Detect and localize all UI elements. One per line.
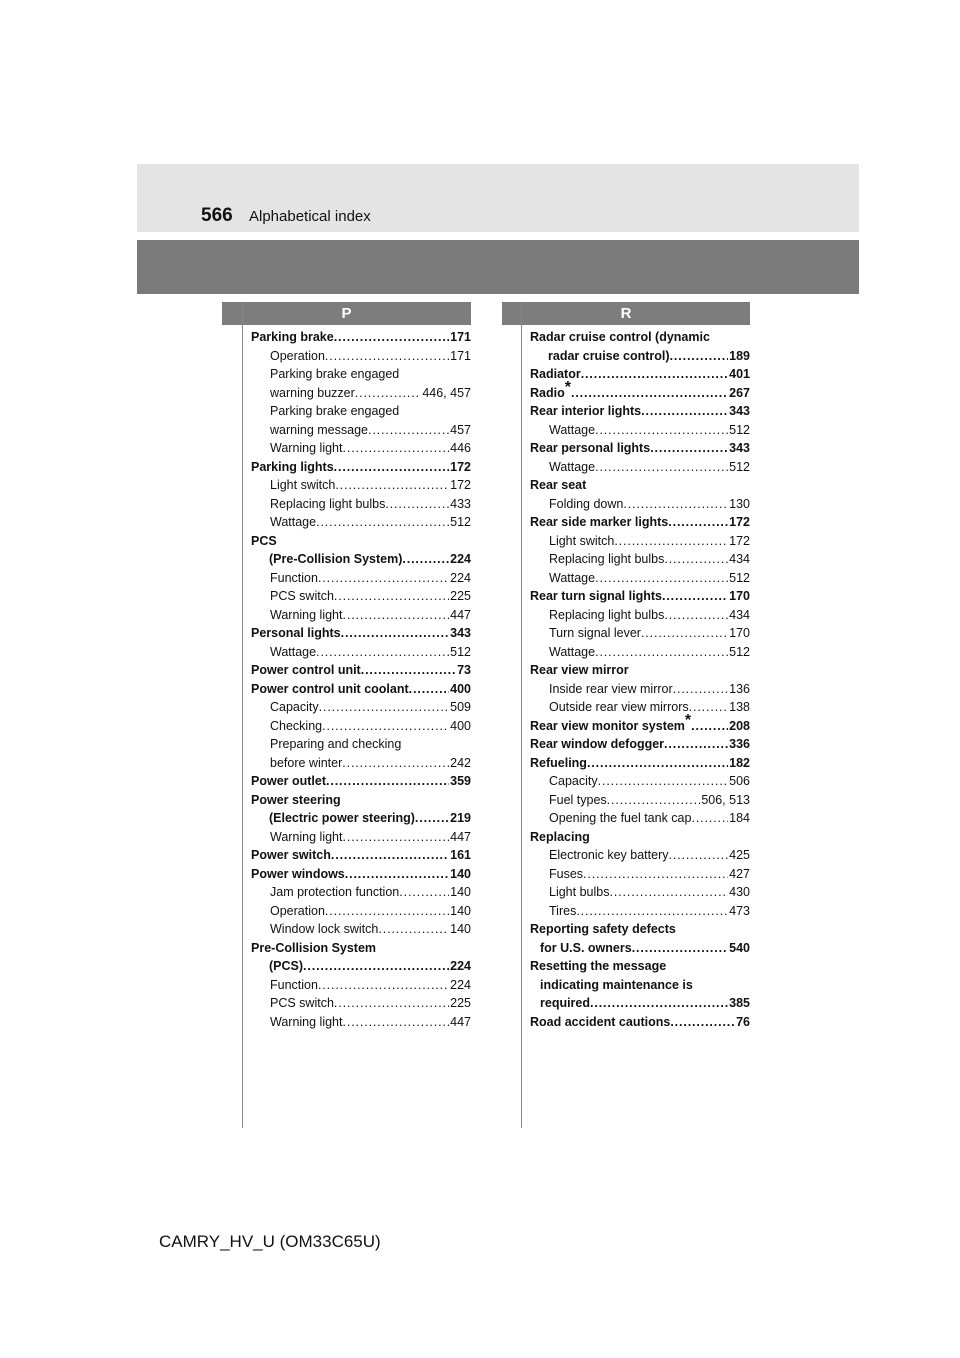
index-subentry	[530, 569, 750, 588]
index-subentry	[251, 606, 471, 625]
dot-leader	[664, 606, 728, 625]
entry-term: (PCS)	[269, 959, 304, 973]
index-subentry	[251, 976, 471, 995]
index-entry	[530, 402, 750, 421]
index-subentry	[251, 717, 471, 736]
index-subentry	[530, 458, 750, 477]
entry-page: 242	[450, 755, 471, 770]
dot-leader	[581, 365, 728, 384]
index-heading-line: Power steering	[251, 792, 341, 807]
entry-term: radar cruise control)	[548, 348, 670, 363]
index-entry	[251, 865, 471, 884]
entry-term: Window lock switch	[270, 922, 379, 936]
entry-page: 172	[729, 533, 750, 548]
entry-term: PCS switch	[270, 996, 334, 1010]
right-column-rule	[521, 302, 522, 1128]
dot-leader	[576, 902, 728, 921]
entry-page: 512	[729, 459, 750, 474]
entry-term: Replacing light bulbs	[270, 496, 386, 511]
entry-page: 182	[729, 755, 750, 770]
entry-term: Wattage	[549, 570, 596, 585]
entry-page: 512	[450, 644, 471, 659]
index-entry	[251, 661, 471, 680]
entry-page: 457	[450, 422, 471, 437]
index-heading-line: Preparing and checking	[270, 737, 402, 751]
dot-leader	[632, 939, 728, 958]
entry-term: Wattage	[549, 459, 596, 474]
index-subentry	[530, 624, 750, 643]
entry-page: 506, 513	[701, 792, 750, 807]
entry-term: required	[540, 996, 591, 1010]
index-entry	[530, 994, 750, 1013]
entry-page: 140	[450, 885, 471, 899]
index-subentry	[251, 347, 471, 366]
entry-page: 506	[729, 774, 750, 788]
entry-term: Parking brake	[251, 330, 334, 344]
entry-term: warning message	[270, 422, 368, 437]
index-entry	[251, 809, 471, 828]
index-entry	[530, 587, 750, 606]
index-subentry	[251, 439, 471, 458]
dot-leader	[322, 717, 449, 736]
entry-term: Rear window defogger	[530, 737, 665, 751]
entry-term: Light switch	[549, 533, 615, 548]
index-subentry	[530, 643, 750, 662]
dot-leader	[691, 809, 728, 828]
entry-page: 171	[450, 348, 471, 363]
index-column-p	[251, 328, 471, 1031]
index-entry	[251, 328, 471, 347]
entry-term: Warning light	[270, 441, 343, 455]
index-entry	[530, 1013, 750, 1032]
index-subentry	[251, 883, 471, 902]
index-subentry	[251, 421, 471, 440]
dot-leader	[669, 846, 729, 865]
dot-leader	[331, 846, 449, 865]
entry-term: Power control unit	[251, 663, 361, 677]
dot-leader	[378, 920, 449, 939]
index-subentry	[530, 550, 750, 569]
entry-term: Operation	[270, 348, 325, 363]
index-subentry	[251, 1013, 471, 1032]
footnote-asterisk: *	[684, 711, 692, 729]
document-code: CAMRY_HV_U (OM33C65U)	[159, 1232, 381, 1251]
index-heading-line: indicating maintenance is	[540, 977, 693, 992]
entry-page: 336	[729, 737, 750, 751]
entry-page: 434	[729, 607, 750, 622]
entry-term: Light bulbs	[549, 885, 610, 899]
entry-term: (Pre-Collision System)	[269, 552, 403, 566]
entry-page: 512	[729, 644, 750, 659]
index-heading-line: Rear seat	[530, 478, 587, 492]
dot-leader	[361, 661, 456, 680]
left-column-rule	[242, 302, 243, 1128]
entry-term: Electronic key battery	[549, 848, 669, 862]
entry-page: 447	[450, 607, 471, 622]
index-subentry	[530, 606, 750, 625]
letter-header-p: P	[222, 302, 471, 325]
index-heading-line: Reporting safety defects	[530, 922, 676, 936]
entry-page: 219	[450, 811, 471, 825]
entry-page: 225	[450, 996, 471, 1010]
dot-leader	[607, 791, 701, 810]
index-subentry	[530, 532, 750, 551]
entry-page: 140	[450, 903, 471, 918]
dot-leader	[303, 957, 449, 976]
entry-term: Rear side marker lights	[530, 515, 669, 529]
entry-page: 138	[729, 700, 750, 714]
section-title: Alphabetical index	[249, 208, 371, 225]
dot-leader	[668, 513, 728, 532]
dot-leader	[316, 643, 449, 662]
index-subentry	[251, 920, 471, 939]
dot-leader	[662, 587, 728, 606]
entry-term: Wattage	[549, 644, 596, 659]
index-subentry	[251, 587, 471, 606]
entry-page: 189	[729, 348, 750, 363]
dot-leader	[641, 624, 728, 643]
entry-page: 267	[729, 385, 750, 400]
entry-term: (Electric power steering)	[269, 811, 415, 825]
dot-leader	[583, 865, 728, 884]
entry-term: Rear turn signal lights	[530, 589, 662, 603]
entry-page: 172	[450, 478, 471, 492]
index-subentry	[530, 772, 750, 791]
index-entry	[251, 550, 471, 569]
dot-leader	[595, 643, 728, 662]
index-entry	[530, 735, 750, 754]
entry-term: Opening the fuel tank cap	[549, 811, 692, 825]
index-subentry	[530, 883, 750, 902]
index-heading-line: Resetting the message	[530, 959, 667, 973]
dot-leader	[345, 865, 449, 884]
entry-term: Function	[270, 570, 318, 585]
entry-term: Parking lights	[251, 459, 334, 474]
index-subentry	[251, 513, 471, 532]
index-entry	[251, 680, 471, 699]
dot-leader	[670, 1013, 735, 1032]
dot-leader	[571, 384, 728, 403]
entry-page: 172	[729, 515, 750, 529]
entry-page: 224	[450, 570, 471, 585]
entry-page: 447	[450, 829, 471, 844]
dot-leader	[641, 402, 728, 421]
dot-leader	[399, 883, 449, 902]
index-entry	[251, 957, 471, 976]
dot-leader	[343, 1013, 450, 1032]
dot-leader	[355, 384, 422, 403]
entry-term: Wattage	[270, 515, 317, 529]
entry-term: Light switch	[270, 478, 336, 492]
index-subentry	[530, 495, 750, 514]
index-entry	[530, 439, 750, 458]
dot-leader	[385, 495, 449, 514]
dot-leader	[415, 809, 449, 828]
index-subentry	[251, 495, 471, 514]
index-subentry	[251, 902, 471, 921]
entry-page: 447	[450, 1014, 471, 1029]
entry-page: 76	[736, 1014, 750, 1029]
dot-leader	[670, 347, 729, 366]
entry-page: 208	[729, 718, 750, 733]
entry-term: Radio*	[530, 378, 571, 400]
entry-page: 170	[729, 589, 750, 603]
entry-page: 512	[729, 422, 750, 437]
dot-leader	[650, 439, 728, 458]
dot-leader	[316, 513, 449, 532]
index-heading-line: Pre-Collision System	[251, 940, 377, 955]
index-subentry	[530, 865, 750, 884]
index-subentry	[530, 791, 750, 810]
entry-term: Wattage	[270, 644, 317, 659]
footnote-asterisk: *	[564, 378, 571, 396]
index-subentry	[251, 569, 471, 588]
entry-page: 400	[450, 718, 471, 733]
entry-page: 73	[457, 663, 471, 677]
entry-page: 130	[729, 496, 750, 511]
index-heading-line: Replacing	[530, 829, 590, 844]
entry-page: 400	[450, 681, 471, 696]
index-entry	[251, 772, 471, 791]
index-entry	[530, 347, 750, 366]
dot-leader	[587, 754, 728, 773]
entry-page: 425	[729, 848, 750, 862]
entry-term: Rear interior lights	[530, 404, 642, 418]
index-entry	[251, 458, 471, 477]
index-subentry	[251, 476, 471, 495]
index-entry	[251, 624, 471, 643]
entry-page: 540	[729, 940, 750, 955]
index-heading-line: Radar cruise control (dynamic	[530, 330, 710, 344]
dot-leader	[614, 532, 728, 551]
entry-term: Radiator	[530, 367, 581, 381]
entry-term: Capacity	[549, 774, 598, 788]
entry-term: Function	[270, 977, 318, 992]
section-tab-band	[137, 240, 859, 294]
entry-term: Capacity	[270, 700, 319, 714]
entry-page: 433	[450, 496, 471, 511]
entry-page: 161	[450, 848, 471, 862]
dot-leader	[342, 754, 449, 773]
entry-term: Outside rear view mirrors	[549, 700, 689, 714]
entry-page: 224	[450, 959, 471, 973]
letter-header-r: R	[502, 302, 750, 325]
index-subentry	[530, 902, 750, 921]
entry-page: 385	[729, 996, 750, 1010]
index-heading-line: Parking brake engaged	[270, 367, 400, 381]
dot-leader	[595, 569, 728, 588]
entry-term: Fuses	[549, 866, 584, 881]
page-number: 566	[201, 205, 233, 226]
entry-term: for U.S. owners	[540, 940, 632, 955]
entry-page: 343	[729, 404, 750, 418]
dot-leader	[595, 421, 728, 440]
dot-leader	[335, 476, 449, 495]
entry-term: Tires	[549, 903, 577, 918]
entry-term: Rear view monitor system*	[530, 711, 692, 733]
entry-page: 446, 457	[422, 385, 471, 400]
entry-page: 184	[729, 811, 750, 825]
entry-term: Power control unit coolant	[251, 681, 409, 696]
index-subentry	[530, 809, 750, 828]
index-subentry	[530, 680, 750, 699]
index-entry	[530, 513, 750, 532]
index-subentry	[530, 421, 750, 440]
entry-page: 512	[729, 570, 750, 585]
entry-page: 170	[729, 626, 750, 640]
index-entry	[530, 365, 750, 384]
dot-leader	[409, 680, 449, 699]
entry-page: 430	[729, 885, 750, 899]
entry-page: 401	[729, 367, 750, 381]
entry-term: Warning light	[270, 1014, 343, 1029]
entry-term: Power outlet	[251, 774, 327, 788]
index-heading-line: Parking brake engaged	[270, 404, 400, 418]
entry-term: Fuel types	[549, 792, 607, 807]
dot-leader	[664, 550, 728, 569]
entry-page: 509	[450, 700, 471, 714]
index-subentry	[251, 754, 471, 773]
index-subentry	[251, 698, 471, 717]
dot-leader	[590, 994, 728, 1013]
dot-leader	[595, 458, 728, 477]
index-subentry	[251, 384, 471, 403]
dot-leader	[325, 902, 449, 921]
dot-leader	[334, 328, 449, 347]
dot-leader	[664, 735, 728, 754]
entry-page: 343	[729, 441, 750, 455]
entry-term: Inside rear view mirror	[549, 681, 673, 696]
index-subentry	[530, 846, 750, 865]
dot-leader	[326, 772, 449, 791]
dot-leader	[318, 976, 449, 995]
entry-term: Checking	[270, 718, 323, 733]
entry-page: 225	[450, 589, 471, 603]
dot-leader	[319, 698, 450, 717]
entry-page: 136	[729, 681, 750, 696]
entry-page: 140	[450, 922, 471, 936]
entry-term: Replacing light bulbs	[549, 552, 665, 566]
entry-term: Warning light	[270, 607, 343, 622]
dot-leader	[691, 717, 728, 736]
entry-term: before winter	[270, 755, 343, 770]
entry-term: Folding down	[549, 496, 624, 511]
entry-page: 446	[450, 441, 471, 455]
entry-term: Rear personal lights	[530, 441, 651, 455]
index-entry	[530, 939, 750, 958]
dot-leader	[598, 772, 729, 791]
dot-leader	[343, 606, 450, 625]
entry-term: Warning light	[270, 829, 343, 844]
entry-page: 172	[450, 459, 471, 474]
dot-leader	[343, 439, 450, 458]
entry-term: Power windows	[251, 866, 345, 881]
index-heading-line: PCS	[251, 533, 277, 548]
entry-page: 140	[450, 866, 471, 881]
entry-term: Turn signal lever	[549, 626, 641, 640]
entry-page: 473	[729, 903, 750, 918]
dot-leader	[673, 680, 729, 699]
entry-page: 434	[729, 552, 750, 566]
entry-page: 224	[450, 552, 471, 566]
dot-leader	[609, 883, 728, 902]
entry-page: 224	[450, 977, 471, 992]
dot-leader	[689, 698, 729, 717]
index-entry	[530, 754, 750, 773]
index-subentry	[251, 994, 471, 1013]
entry-page: 359	[450, 774, 471, 788]
entry-page: 171	[450, 330, 471, 344]
entry-term: Jam protection function	[270, 885, 400, 899]
index-column-r	[530, 328, 750, 1031]
index-subentry	[530, 698, 750, 717]
dot-leader	[325, 347, 449, 366]
dot-leader	[318, 569, 449, 588]
entry-term: warning buzzer	[270, 385, 355, 400]
dot-leader	[623, 495, 728, 514]
entry-term: Power switch	[251, 848, 331, 862]
entry-term: Replacing light bulbs	[549, 607, 665, 622]
dot-leader	[402, 550, 449, 569]
entry-page: 343	[450, 626, 471, 640]
index-entry	[251, 846, 471, 865]
dot-leader	[334, 458, 449, 477]
header-band	[137, 164, 859, 232]
dot-leader	[343, 828, 450, 847]
index-entry	[530, 711, 750, 736]
index-entry	[530, 378, 750, 403]
index-heading-line: Rear view mirror	[530, 663, 629, 677]
entry-term: PCS switch	[270, 589, 334, 603]
entry-term: Personal lights	[251, 626, 341, 640]
dot-leader	[368, 421, 449, 440]
entry-term: Refueling	[530, 755, 587, 770]
entry-term: Road accident cautions	[530, 1014, 671, 1029]
dot-leader	[341, 624, 450, 643]
index-subentry	[251, 828, 471, 847]
entry-page: 427	[729, 866, 750, 881]
dot-leader	[334, 994, 449, 1013]
entry-page: 512	[450, 515, 471, 529]
dot-leader	[334, 587, 449, 606]
entry-term: Operation	[270, 903, 325, 918]
index-subentry	[251, 643, 471, 662]
entry-term: Wattage	[549, 422, 596, 437]
